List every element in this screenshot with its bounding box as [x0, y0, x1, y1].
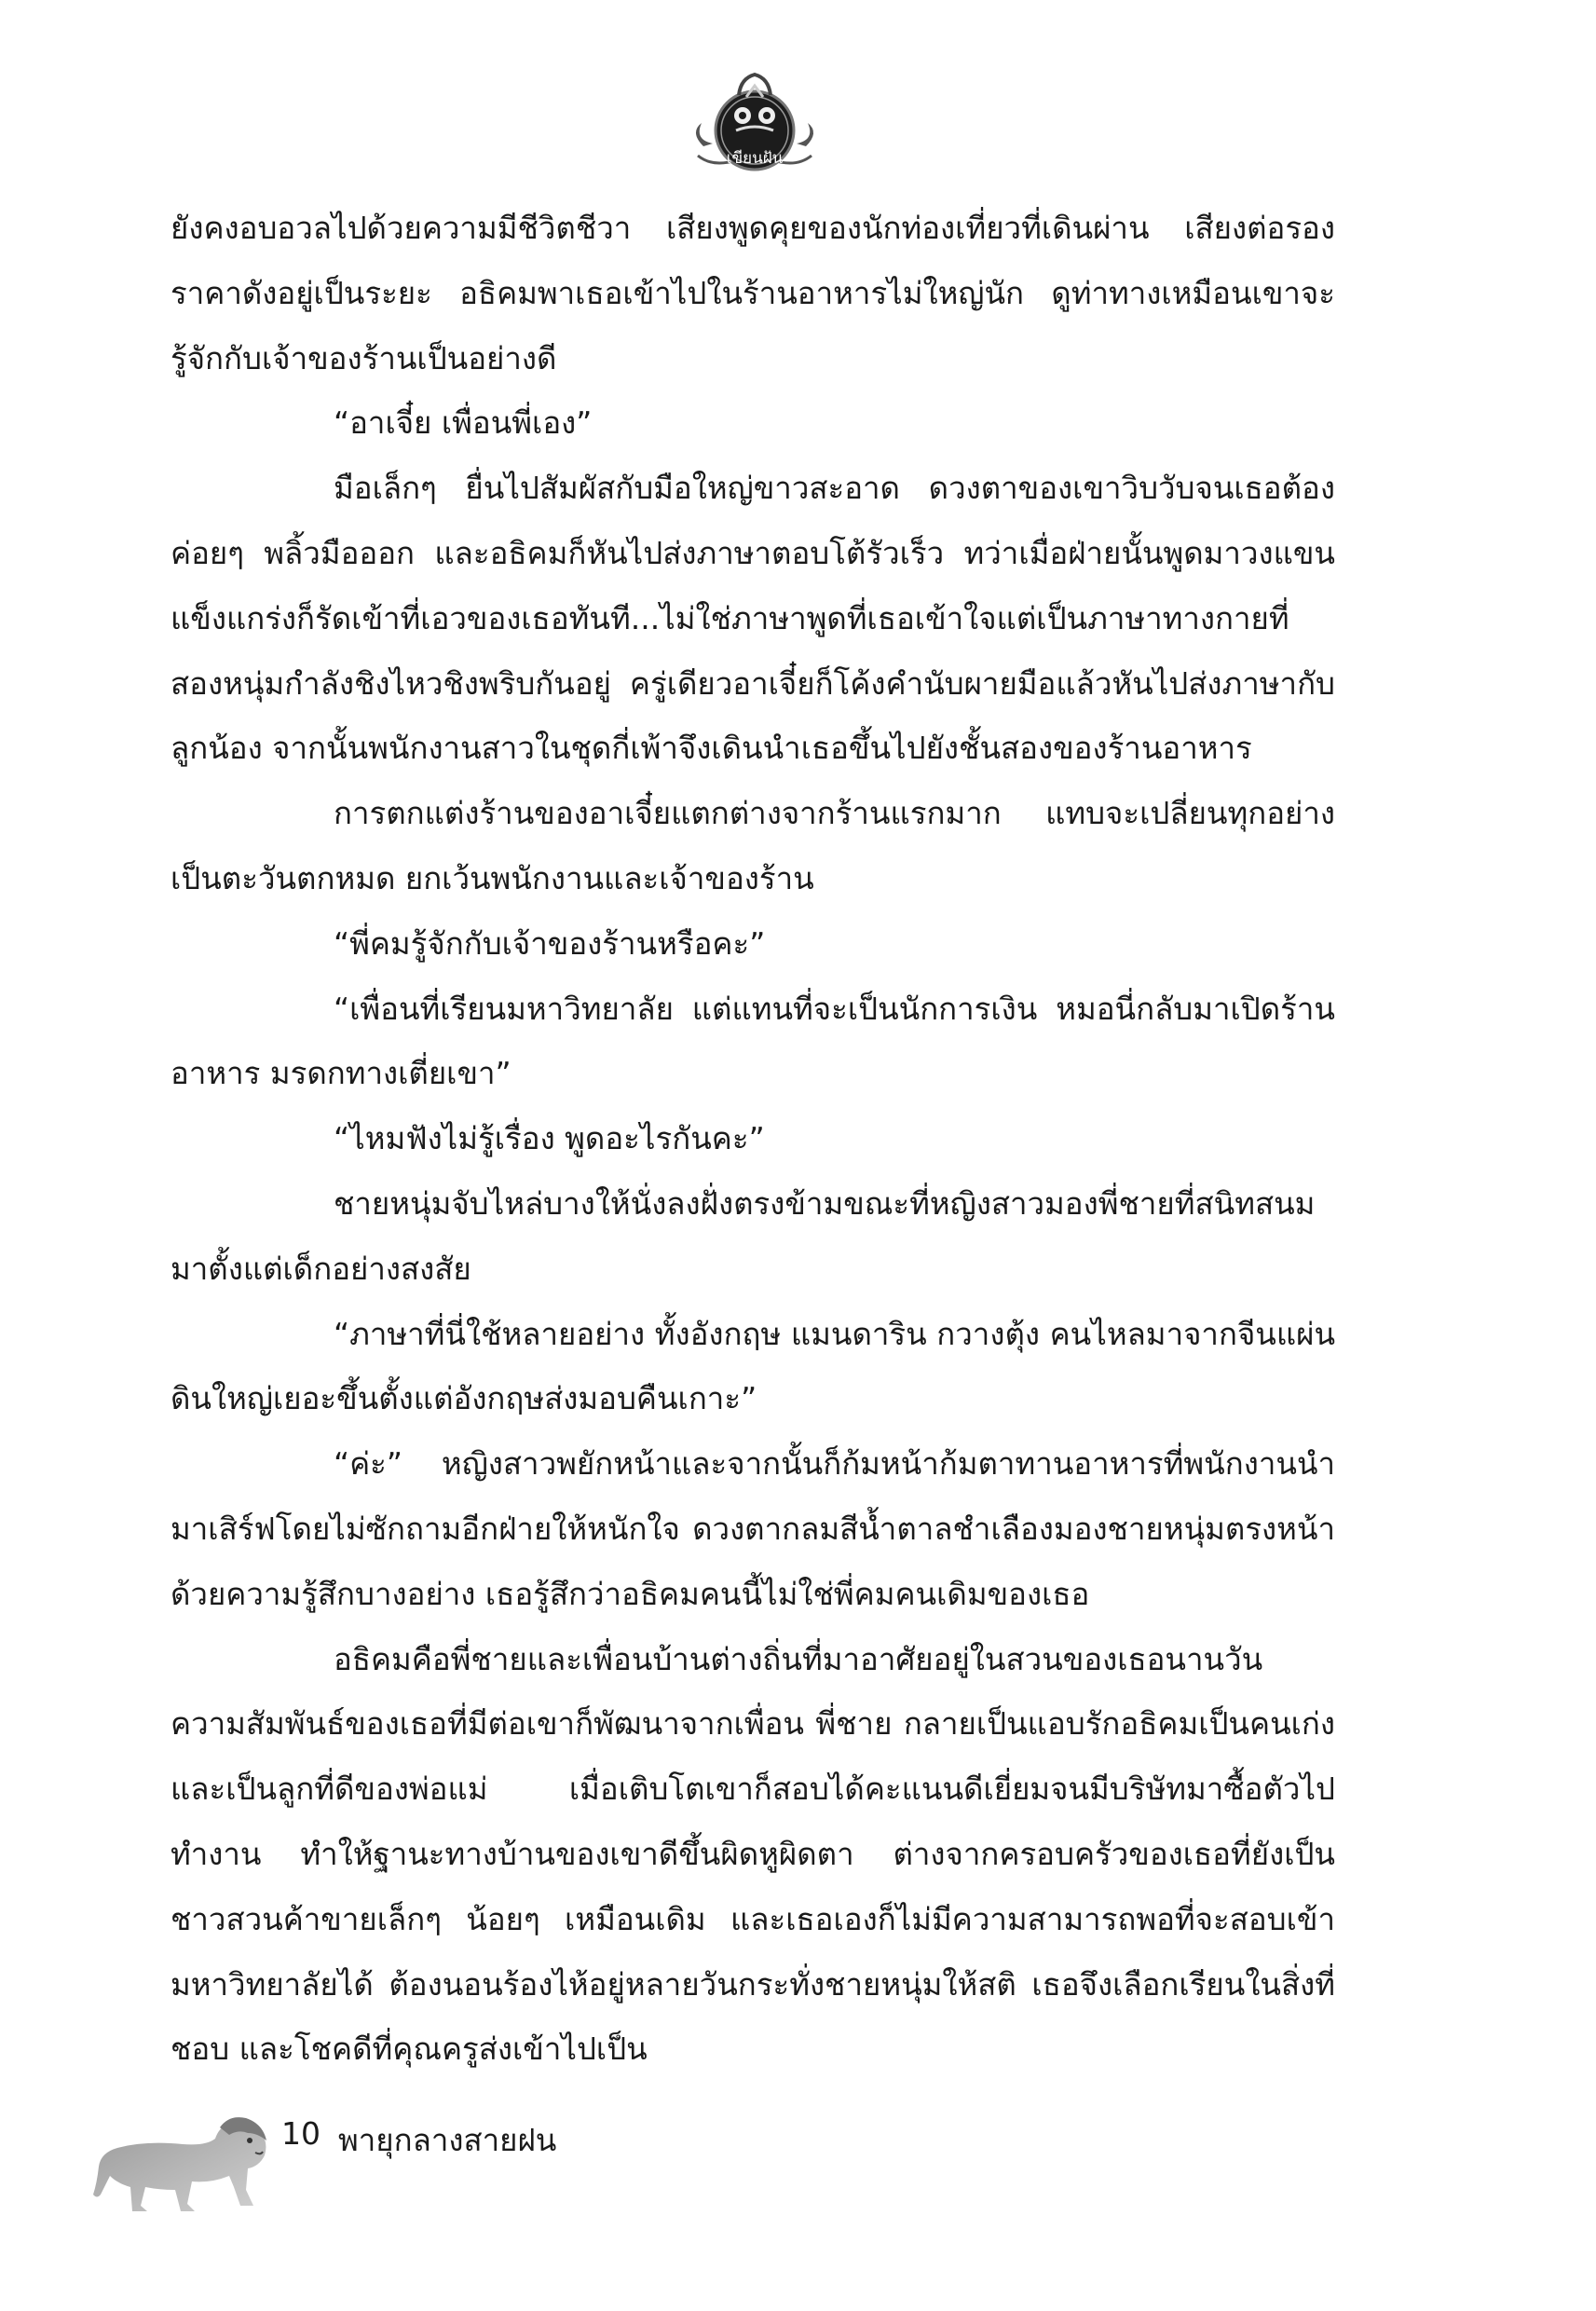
paragraph: “เพื่อนที่เรียนมหาวิทยาลัย แต่แทนที่จะเป็นนักการเงิน หมอนี่กลับมาเปิดร้านอาหาร มรดกทางเตี่ยเขา”: [171, 990, 1335, 1092]
paragraph: “ค่ะ” หญิงสาวพยักหน้าและจากนั้นก็ก้มหน้าก้มตาทานอาหารที่พนักงานนำมาเสิร์ฟโดยไม่ซักถามอีกฝ่ายให้หนักใจ ดวงตากลมสีน้ำตาลชำเลืองมองชายหนุ่มตรงหน้าด้วยความรู้สึกบางอย่าง เธอรู้สึกว่าอธิคมคนนี้ไม่ใช่พี่คมคนเดิมของเธอ: [171, 1445, 1335, 1612]
book-title: พายุกลางสายฝน: [338, 2122, 557, 2158]
paragraph: “พี่คมรู้จักกับเจ้าของร้านหรือคะ”: [334, 924, 766, 962]
paragraph: มือเล็กๆ ยื่นไปสัมผัสกับมือใหญ่ขาวสะอาด ดวงตาของเขาวิบวับจนเธอต้องค่อยๆ พลิ้วมือออก และอธิคมก็หันไปส่งภาษาตอบโต้รัวเร็ว ทว่าเมื่อฝ่ายนั้นพูดมาวงแขนแข็งแกร่งก็รัดเข้าที่เอวของเธอทันที...ไม่ใช่ภาษาพูดที่เธอเข้าใจแต่เป็นภาษาทางกายที่สองหนุ่มกำลังชิงไหวชิงพริบกันอยู่ ครู่เดียวอาเจี๋ยก็โค้งคำนับผายมือแล้วหันไปส่งภาษากับลูกน้อง จากนั้นพนักงานสาวในชุดกี่เพ้าจึงเดินนำเธอขึ้นไปยังชั้นสองของร้านอาหาร: [171, 470, 1335, 767]
paragraph: การตกแต่งร้านของอาเจี๋ยแตกต่างจากร้านแรกมาก แทบจะเปลี่ยนทุกอย่างเป็นตะวันตกหมด ยกเว้นพนักงานและเจ้าของร้าน: [171, 795, 1335, 896]
header-logo: [685, 58, 825, 179]
footer-emblem: [89, 2101, 280, 2218]
body-text: [171, 196, 1335, 2082]
paragraph: “อาเจี๋ย เพื่อนพี่เอง”: [334, 404, 593, 442]
walking-lion-icon: [89, 2101, 280, 2218]
paragraph: “ภาษาที่นี่ใช้หลายอย่าง ทั้งอังกฤษ แมนดาริน กวางตุ้ง คนไหลมาจากจีนแผ่นดินใหญ่เยอะขึ้นตั้งแต่อังกฤษส่งมอบคืนเกาะ”: [171, 1315, 1335, 1417]
paragraph: ยังคงอบอวลไปด้วยความมีชีวิตชีวา เสียงพูดคุยของนักท่องเที่ยวที่เดินผ่าน เสียงต่อรองราคาดังอยู่เป็นระยะ อธิคมพาเธอเข้าไปในร้านอาหารไม่ใหญ่นัก ดูท่าทางเหมือนเขาจะรู้จักกับเจ้าของร้านเป็นอย่างดี: [171, 210, 1335, 376]
logo-text: เขียนฝัน: [726, 149, 784, 168]
paragraph: อธิคมคือพี่ชายและเพื่อนบ้านต่างถิ่นที่มาอาศัยอยู่ในสวนของเธอนานวันความสัมพันธ์ของเธอที่มีต่อเขาก็พัฒนาจากเพื่อน พี่ชาย กลายเป็นแอบรักอธิคมเป็นคนเก่งและเป็นลูกที่ดีของพ่อแม่ เมื่อเติบโตเขาก็สอบได้คะแนนดีเยี่ยมจนมีบริษัทมาซื้อตัวไปทำงาน ทำให้ฐานะทางบ้านของเขาดีขึ้นผิดหูผิดตา ต่างจากครอบครัวของเธอที่ยังเป็นชาวสวนค้าขายเล็กๆ น้อยๆ เหมือนเดิม และเธอเองก็ไม่มีความสามารถพอที่จะสอบเข้ามหาวิทยาลัยได้ ต้องนอนร้องไห้อยู่หลายวันกระทั่งชายหนุ่มให้สติ เธอจึงเลือกเรียนในสิ่งที่ชอบ และโชคดีที่คุณครูส่งเข้าไปเป็น: [171, 1640, 1335, 2068]
paragraph: “ไหมฟังไม่รู้เรื่อง พูดอะไรกันคะ”: [334, 1120, 765, 1157]
paragraph: ชายหนุ่มจับไหล่บางให้นั่งลงฝั่งตรงข้ามขณะที่หญิงสาวมองพี่ชายที่สนิทสนมมาตั้งแต่เด็กอย่างสงสัย: [171, 1184, 1316, 1287]
page-number: 10: [281, 2115, 321, 2152]
